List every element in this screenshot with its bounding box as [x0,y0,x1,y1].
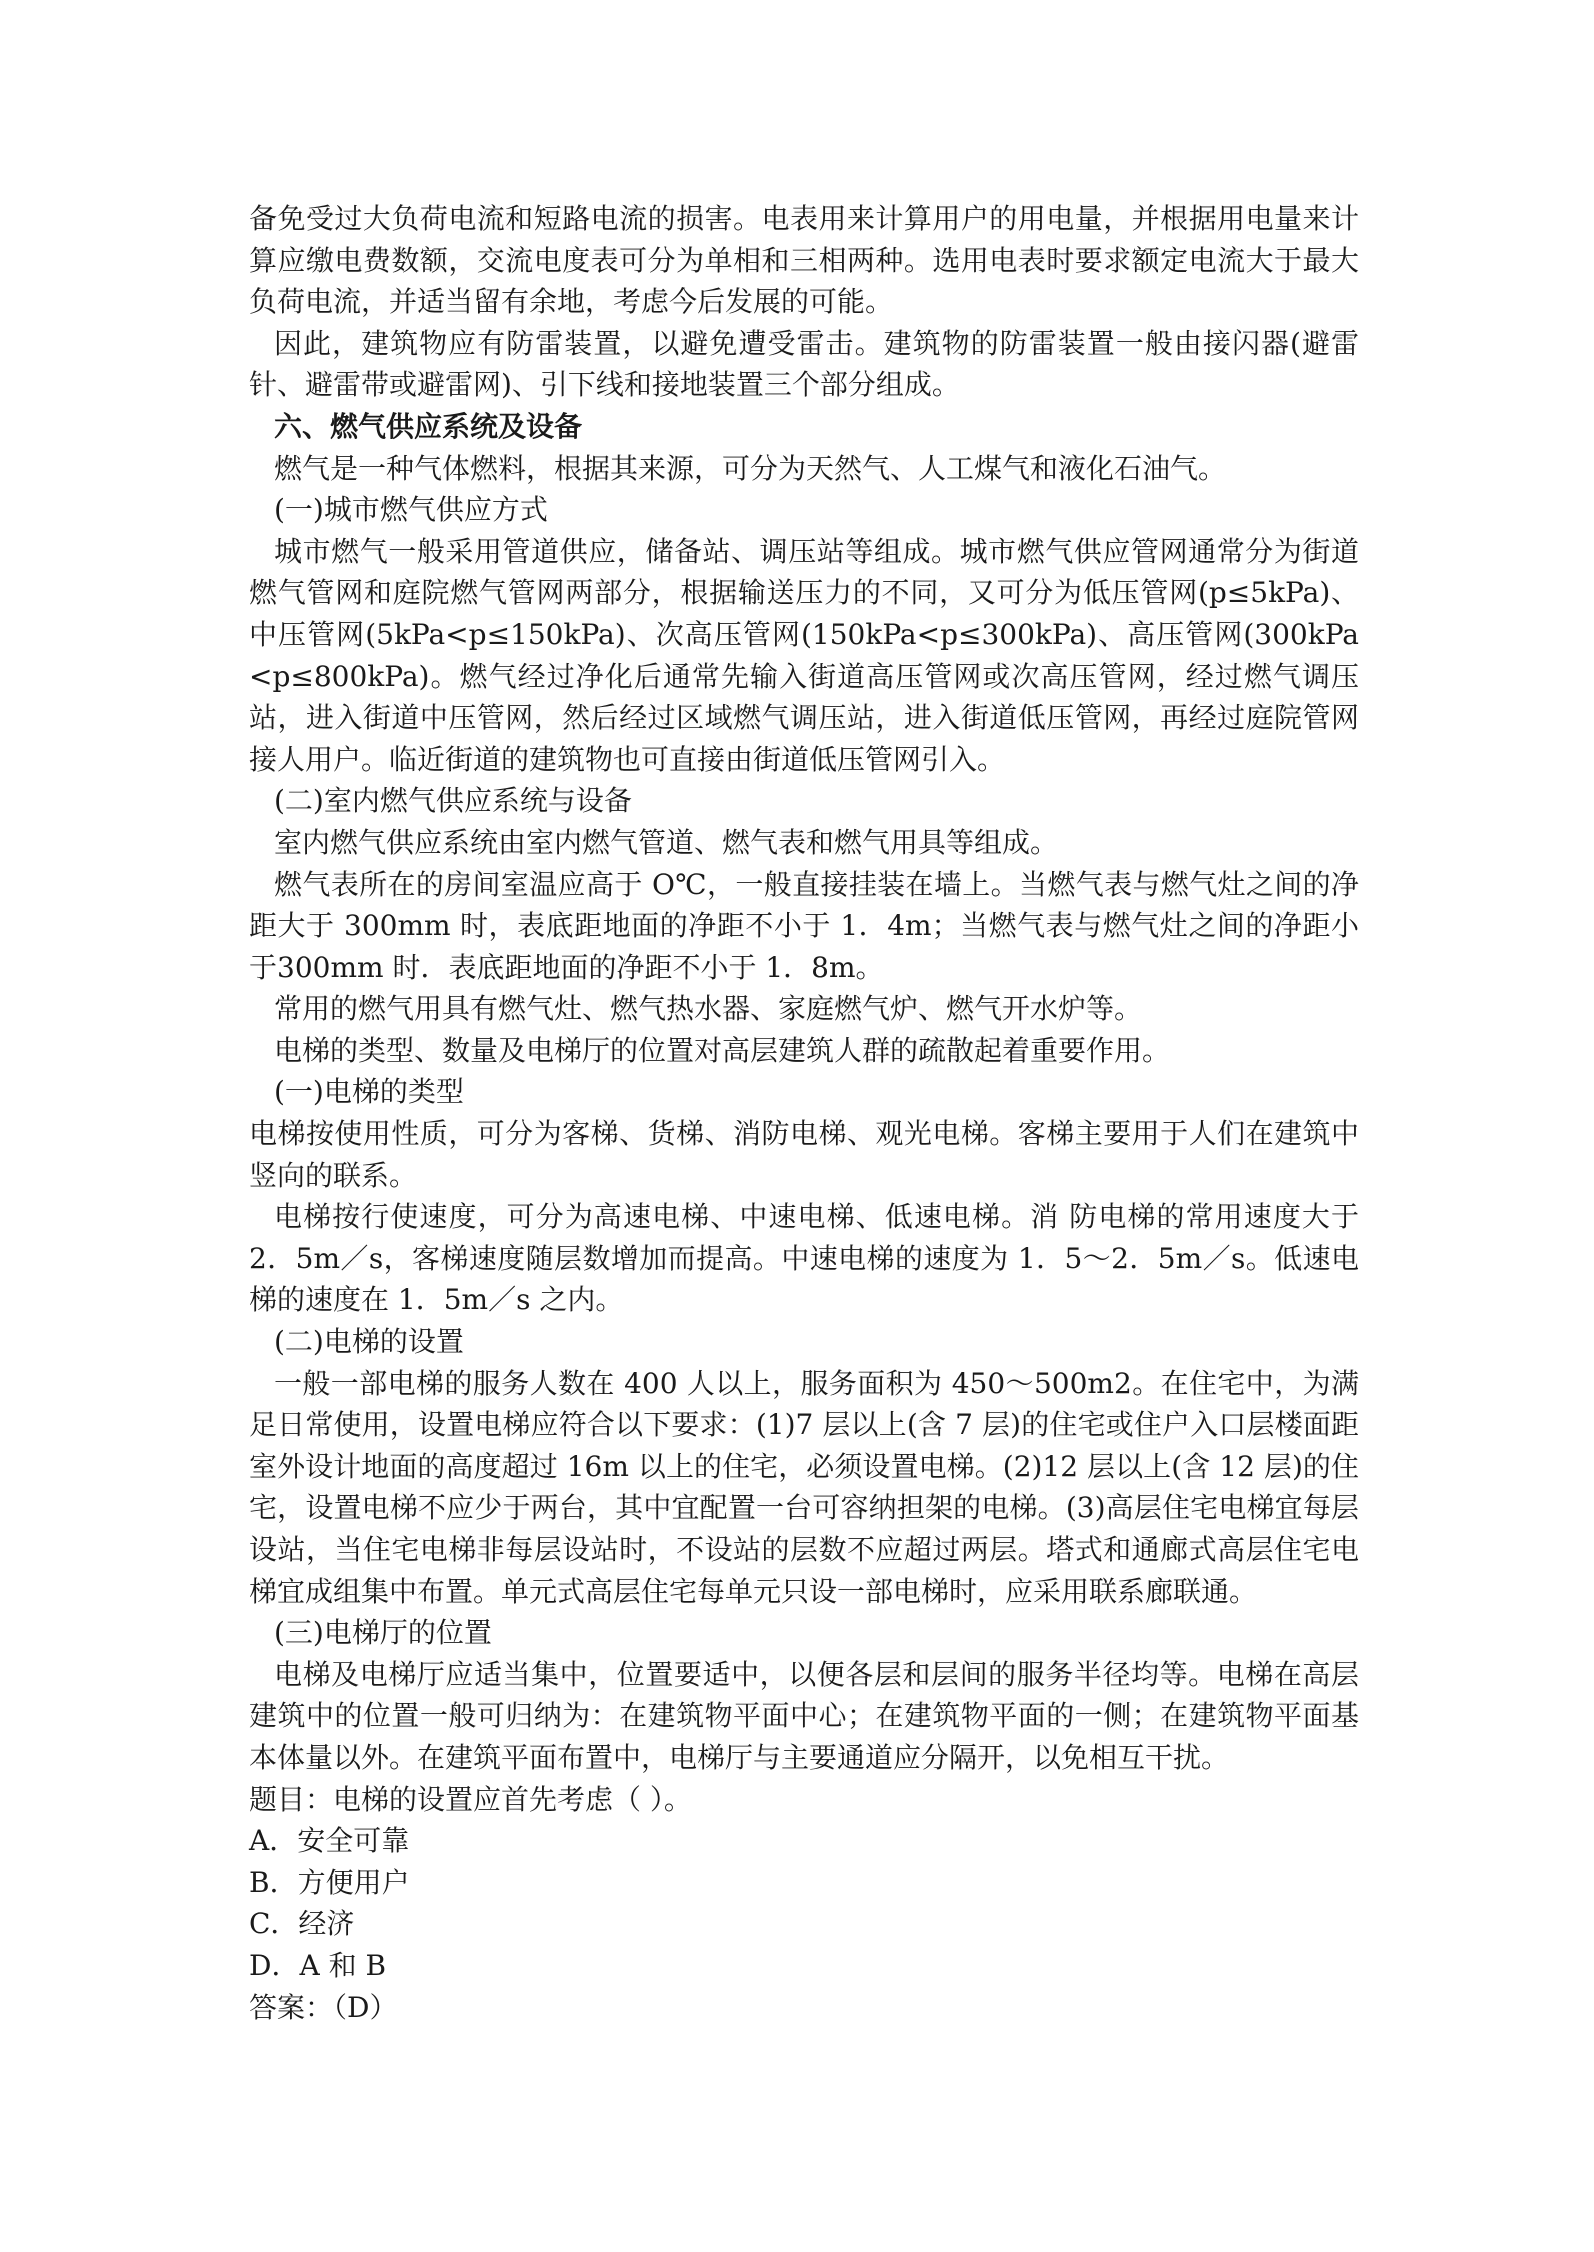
subheading-elevator-types: (一)电梯的类型 [274,1075,464,1109]
section-heading-gas-supply: 六、燃气供应系统及设备 [274,409,583,443]
subheading-indoor-gas-system: (二)室内燃气供应系统与设备 [274,784,632,818]
subheading-city-gas-supply: (一)城市燃气供应方式 [274,493,548,527]
option-d: D．A 和 B [249,1948,387,1982]
paragraph-elevator-requirements: 一般一部电梯的服务人数在 400 人以上，服务面积为 450～500m2。在住宅中，为满足日常使用，设置电梯应符合以下要求：(1)7 层以上(含 7 层)的住宅或住户入口层楼面距室外设计地面的高度超过 16m 以上的住宅，必须设置电梯。(2)12 层以上(含 12 层)的住宅，设置电梯不应少于两台，其中宜配置一台可容纳担架的电梯。(3)高层住宅电梯宜每层设站，当住宅电梯非每层设站时，不设站的层数不应超过两层。塔式和通廊式高层住宅电梯宜成组集中布置。单元式高层住宅每单元只设一部电梯时，应采用联系廊联通。 [249,1366,1359,1608]
option-c: C．经济 [249,1907,355,1941]
paragraph-electric-meter: 备免受过大负荷电流和短路电流的损害。电表用来计算用户的用电量，并根据用电量来计算应缴电费数额，交流电度表可分为单相和三相两种。选用电表时要求额定电流大于最大负荷电流，并适当留有余地，考虑今后发展的可能。 [249,202,1359,319]
document-body [249,198,1359,2028]
subheading-elevator-hall-position: (三)电梯厅的位置 [274,1616,492,1650]
paragraph-gas-appliances: 常用的燃气用具有燃气灶、燃气热水器、家庭燃气炉、燃气开水炉等。 [274,992,1143,1026]
paragraph-lightning-protection: 因此，建筑物应有防雷装置，以避免遭受雷击。建筑物的防雷装置一般由接闪器(避雷针、避雷带或避雷网)、引下线和接地装置三个部分组成。 [249,326,1359,402]
paragraph-city-gas-network: 城市燃气一般采用管道供应，储备站、调压站等组成。城市燃气供应管网通常分为街道燃气管网和庭院燃气管网两部分，根据输送压力的不同，又可分为低压管网(p≤5kPa)、中压管网(5kPa<p≤150kPa)、次高压管网(150kPa<p≤300kPa)、高压管网(300kPa<p≤800kPa)。燃气经过净化后通常先输入街道高压管网或次高压管网，经过燃气调压站，进入街道中压管网，然后经过区域燃气调压站，进入街道低压管网，再经过庭院管网接人用户。临近街道的建筑物也可直接由街道低压管网引入。 [249,534,1359,776]
paragraph-elevator-speed: 电梯按行使速度，可分为高速电梯、中速电梯、低速电梯。消 防电梯的常用速度大于 2．5m／s，客梯速度随层数增加而提高。中速电梯的速度为 1．5～2．5m／s。低速电梯的速度在 1．5m／s 之内。 [249,1200,1359,1317]
answer-text: 答案：（D） [249,1990,398,2024]
paragraph-elevator-importance: 电梯的类型、数量及电梯厅的位置对高层建筑人群的疏散起着重要作用。 [274,1033,1171,1067]
option-b: B．方便用户 [249,1865,410,1899]
paragraph-elevator-hall-layout: 电梯及电梯厅应适当集中，位置要适中，以便各层和层间的服务半径均等。电梯在高层建筑中的位置一般可归纳为：在建筑物平面中心；在建筑物平面的一侧；在建筑物平面基本体量以外。在建筑平面布置中，电梯厅与主要通道应分隔开，以免相互干扰。 [249,1657,1359,1774]
paragraph-gas-meter-placement: 燃气表所在的房间室温应高于 O℃，一般直接挂装在墙上。当燃气表与燃气灶之间的净距大于 300mm 时，表底距地面的净距不小于 1．4m；当燃气表与燃气灶之间的净距小于300mm 时．表底距地面的净距不小于 1．8m。 [249,867,1359,984]
paragraph-indoor-gas-components: 室内燃气供应系统由室内燃气管道、燃气表和燃气用具等组成。 [274,825,1059,859]
question-text: 题目：电梯的设置应首先考虑（ ）。 [249,1782,692,1816]
option-a: A．安全可靠 [249,1824,410,1858]
subheading-elevator-setup: (二)电梯的设置 [274,1325,464,1359]
paragraph-elevator-usage-types: 电梯按使用性质，可分为客梯、货梯、消防电梯、观光电梯。客梯主要用于人们在建筑中竖向的联系。 [249,1117,1359,1192]
paragraph-gas-types: 燃气是一种气体燃料，根据其来源，可分为天然气、人工煤气和液化石油气。 [274,451,1227,485]
